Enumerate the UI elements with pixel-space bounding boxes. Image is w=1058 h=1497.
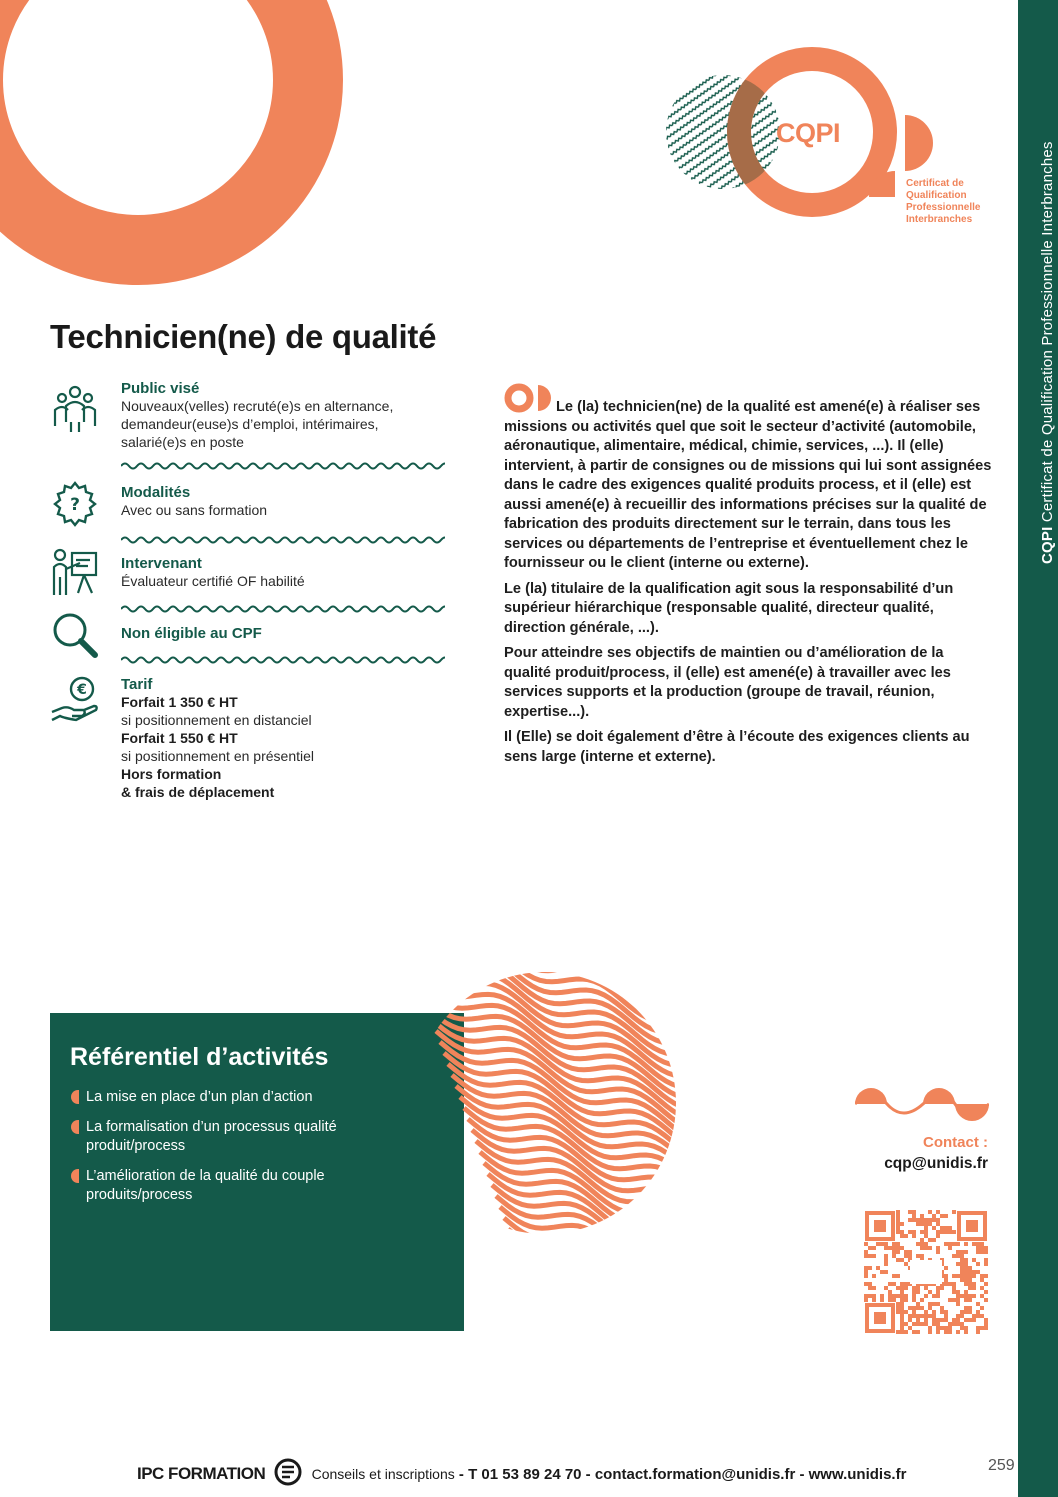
svg-text:€: € <box>77 682 87 698</box>
description-paragraph: Il (Elle) se doit également d’être à l’écoute des exigences clients au sens large (interne et externe). <box>504 729 970 765</box>
gear-question-icon <box>50 478 100 528</box>
description-paragraph: Le (la) titulaire de la qualification agit sous la responsabilité d’un supérieur hiérarchique (responsable qualité, directeur qualité, direction générale, ...). <box>504 580 954 636</box>
modalites-text: Avec ou sans formation <box>121 502 268 518</box>
public-line: salarié(e)s en poste <box>121 434 244 450</box>
modalites-label: Modalités <box>121 484 191 501</box>
group-people-icon <box>50 382 100 432</box>
bullet-icon <box>71 1120 79 1134</box>
referentiel-title: Référentiel d’activités <box>70 1043 329 1071</box>
intervenant-label: Intervenant <box>121 555 202 572</box>
qr-code-icon[interactable] <box>864 1210 988 1334</box>
decorative-waves <box>855 1086 989 1122</box>
contact-label: Contact : <box>923 1134 988 1151</box>
description-paragraph: Le (la) technicien(ne) de la qualité est amené(e) à réaliser ses missions ou activités quel que soit le secteur d’activité (automobile, aéronautique, alimentaire, médical, chimie, services, ...). Il (elle) intervient, à partir de consignes ou de missions qui lui sont assignées dans le cadre des exigences qualité produits process, et il (elle) est aussi amené(e) à recueillir des informations précises sur la qualité de fabrication des produits directement sur le terrain, dans tous les services ou départements de l’entreprise et éventuellement chez le fournisseur ou le client (interne ou externe). <box>504 399 992 571</box>
intervenant-text: Évaluateur certifié OF habilité <box>121 573 305 589</box>
referentiel-item: La formalisation d’un processus qualité produit/process <box>86 1119 337 1154</box>
tarif-price: Forfait 1 350 € HT <box>121 694 238 710</box>
logo-subtitle-line: Interbranches <box>906 214 973 225</box>
magnifier-icon <box>50 610 100 660</box>
referentiel-item: L’amélioration de la qualité du couple produits/process <box>86 1168 325 1203</box>
tarif-condition: si positionnement en distanciel <box>121 712 312 728</box>
logo-subtitle-line: Certificat de <box>906 178 964 189</box>
contact-email[interactable]: cqp@unidis.fr <box>884 1155 988 1172</box>
wave-divider <box>121 604 445 614</box>
description <box>504 398 994 773</box>
tarif-note: & frais de déplacement <box>121 784 275 800</box>
svg-text:?: ? <box>70 495 80 515</box>
description-paragraph: Pour atteindre ses objectifs de maintien ou d’amélioration de la qualité produit/process, il (elle) est amené(e) à travailler avec les services supports et la production (groupe de travail, réunion, expertise...). <box>504 645 951 720</box>
wave-divider <box>121 655 445 665</box>
chat-bubble-icon <box>271 1457 305 1487</box>
decorative-wave-circle <box>412 970 678 1236</box>
logo-subtitle <box>906 178 1006 226</box>
tarif-note: Hors formation <box>121 766 222 782</box>
tarif-section <box>121 676 451 801</box>
page-title: Technicien(ne) de qualité <box>50 318 437 355</box>
public-line: demandeur(euse)s d’emploi, intérimaires, <box>121 416 379 432</box>
cpf-section <box>121 625 451 642</box>
wave-divider <box>121 535 445 545</box>
public-section <box>121 380 451 451</box>
page-number: 259 <box>988 1457 1015 1474</box>
logo-subtitle-line: Professionnelle <box>906 202 981 213</box>
footer-brand: IPC FORMATION <box>137 1464 266 1483</box>
decorative-ring <box>0 0 360 300</box>
referentiel-item: La mise en place d’un plan d’action <box>86 1089 313 1105</box>
side-band-brand: CQPI <box>1039 526 1056 564</box>
public-line: Nouveaux(velles) recruté(e)s en alternance, <box>121 398 394 414</box>
modalites-section <box>121 484 451 519</box>
tarif-label: Tarif <box>121 676 153 693</box>
logo-subtitle-line: Qualification <box>906 190 967 201</box>
presenter-board-icon <box>50 547 100 597</box>
side-band-label: Certificat de Qualification Professionnelle Interbranches <box>1039 141 1056 523</box>
side-band-text <box>1039 141 1056 564</box>
wave-divider <box>121 461 445 471</box>
logo-word: CQPI <box>776 118 841 148</box>
euro-hand-icon <box>50 676 100 726</box>
tarif-price: Forfait 1 550 € HT <box>121 730 238 746</box>
footer <box>137 1457 906 1487</box>
public-label: Public visé <box>121 380 200 397</box>
cpf-label: Non éligible au CPF <box>121 625 262 642</box>
tarif-condition: si positionnement en présentiel <box>121 748 315 764</box>
intervenant-section <box>121 555 451 590</box>
footer-note: Conseils et inscriptions <box>311 1466 455 1482</box>
bullet-icon <box>71 1169 79 1183</box>
bullet-icon <box>71 1090 79 1104</box>
footer-contacts: - T 01 53 89 24 70 - contact.formation@unidis.fr - www.unidis.fr <box>458 1466 907 1483</box>
